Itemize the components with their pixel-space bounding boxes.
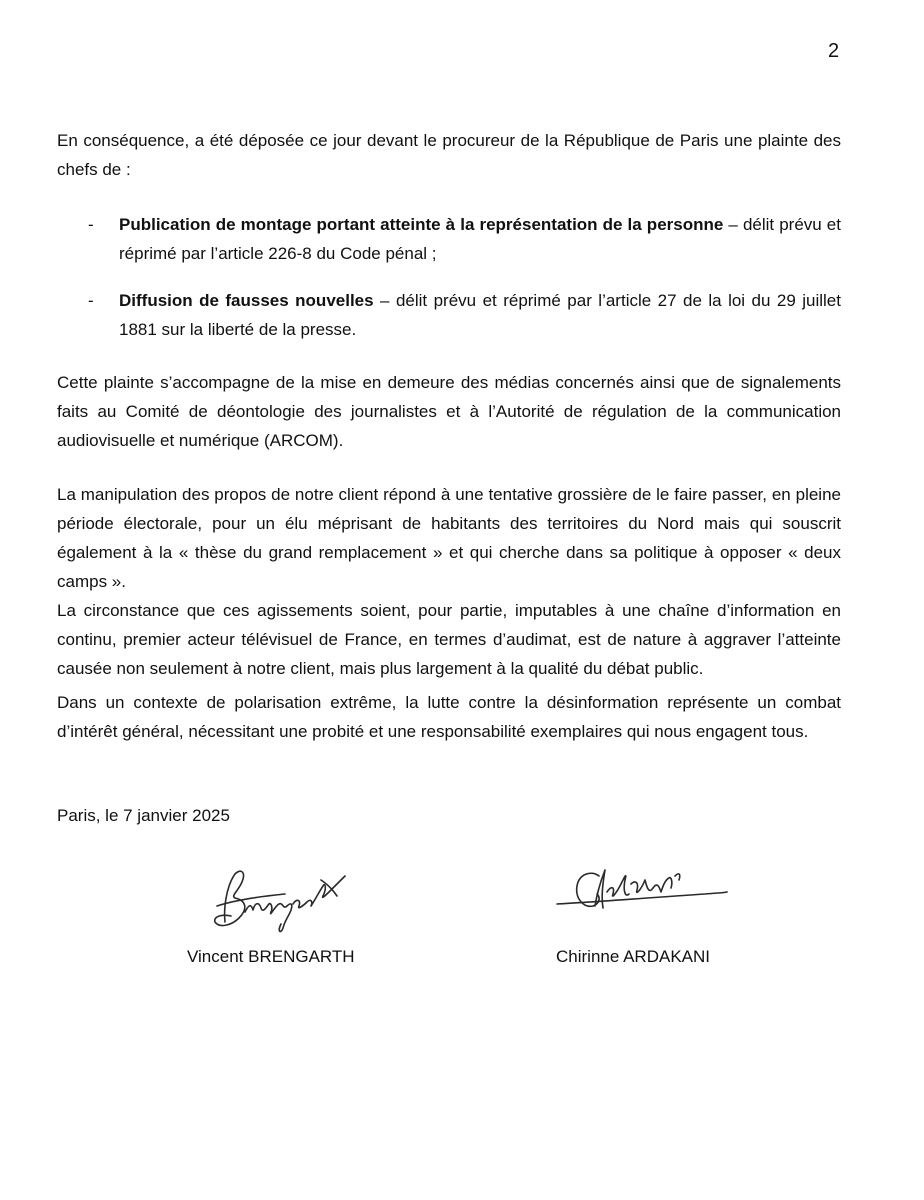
list-dash: - <box>88 215 94 234</box>
charge-title: Diffusion de fausses nouvelles <box>119 291 374 310</box>
page-number: 2 <box>828 40 840 62</box>
charge-title: Publication de montage portant atteinte à la représentation de la personne <box>119 215 724 234</box>
context-paragraph: Dans un contexte de polarisation extrême, la lutte contre la désinformation représente un combat d’intérêt général, nécessitant une probité et une responsabilité exemplaires qui nous engagent tous. <box>57 693 841 741</box>
place-date: Paris, le 7 janvier 2025 <box>57 806 230 825</box>
signature-ardakani <box>555 862 730 922</box>
charge-body <box>119 210 841 268</box>
signature-brengarth <box>205 862 350 940</box>
manipulation-paragraph: La manipulation des propos de notre client répond à une tentative grossière de le faire passer, en pleine période électorale, pour un élu méprisant de habitants des territoires du Nord mais qui souscrit également à la « thèse du grand remplacement » et qui cherche dans sa politique à opposer « deux camps ». <box>57 485 841 591</box>
signatory-name: Chirinne ARDAKANI <box>556 947 711 966</box>
signatory-name: Vincent BRENGARTH <box>187 947 355 966</box>
charge-detail: – délit prévu et réprimé par l’article 226-8 du Code pénal ; <box>119 215 841 263</box>
list-dash: - <box>88 291 94 310</box>
intro-paragraph: En conséquence, a été déposée ce jour devant le procureur de la République de Paris une plainte des chefs de : <box>57 131 841 179</box>
charge-body <box>119 286 841 344</box>
complaint-paragraph: Cette plainte s’accompagne de la mise en demeure des médias concernés ainsi que de signalements faits au Comité de déontologie des journalistes et à l’Autorité de régulation de la communication audiovisuelle et numérique (ARCOM). <box>57 373 841 450</box>
charge-detail: – délit prévu et réprimé par l’article 27 de la loi du 29 juillet 1881 sur la liberté de la presse. <box>119 291 841 339</box>
circumstance-paragraph: La circonstance que ces agissements soient, pour partie, imputables à une chaîne d’information en continu, premier acteur télévisuel de France, en termes d’audimat, est de nature à aggraver l’atteinte causée non seulement à notre client, mais plus largement à la qualité du débat public. <box>57 601 841 678</box>
